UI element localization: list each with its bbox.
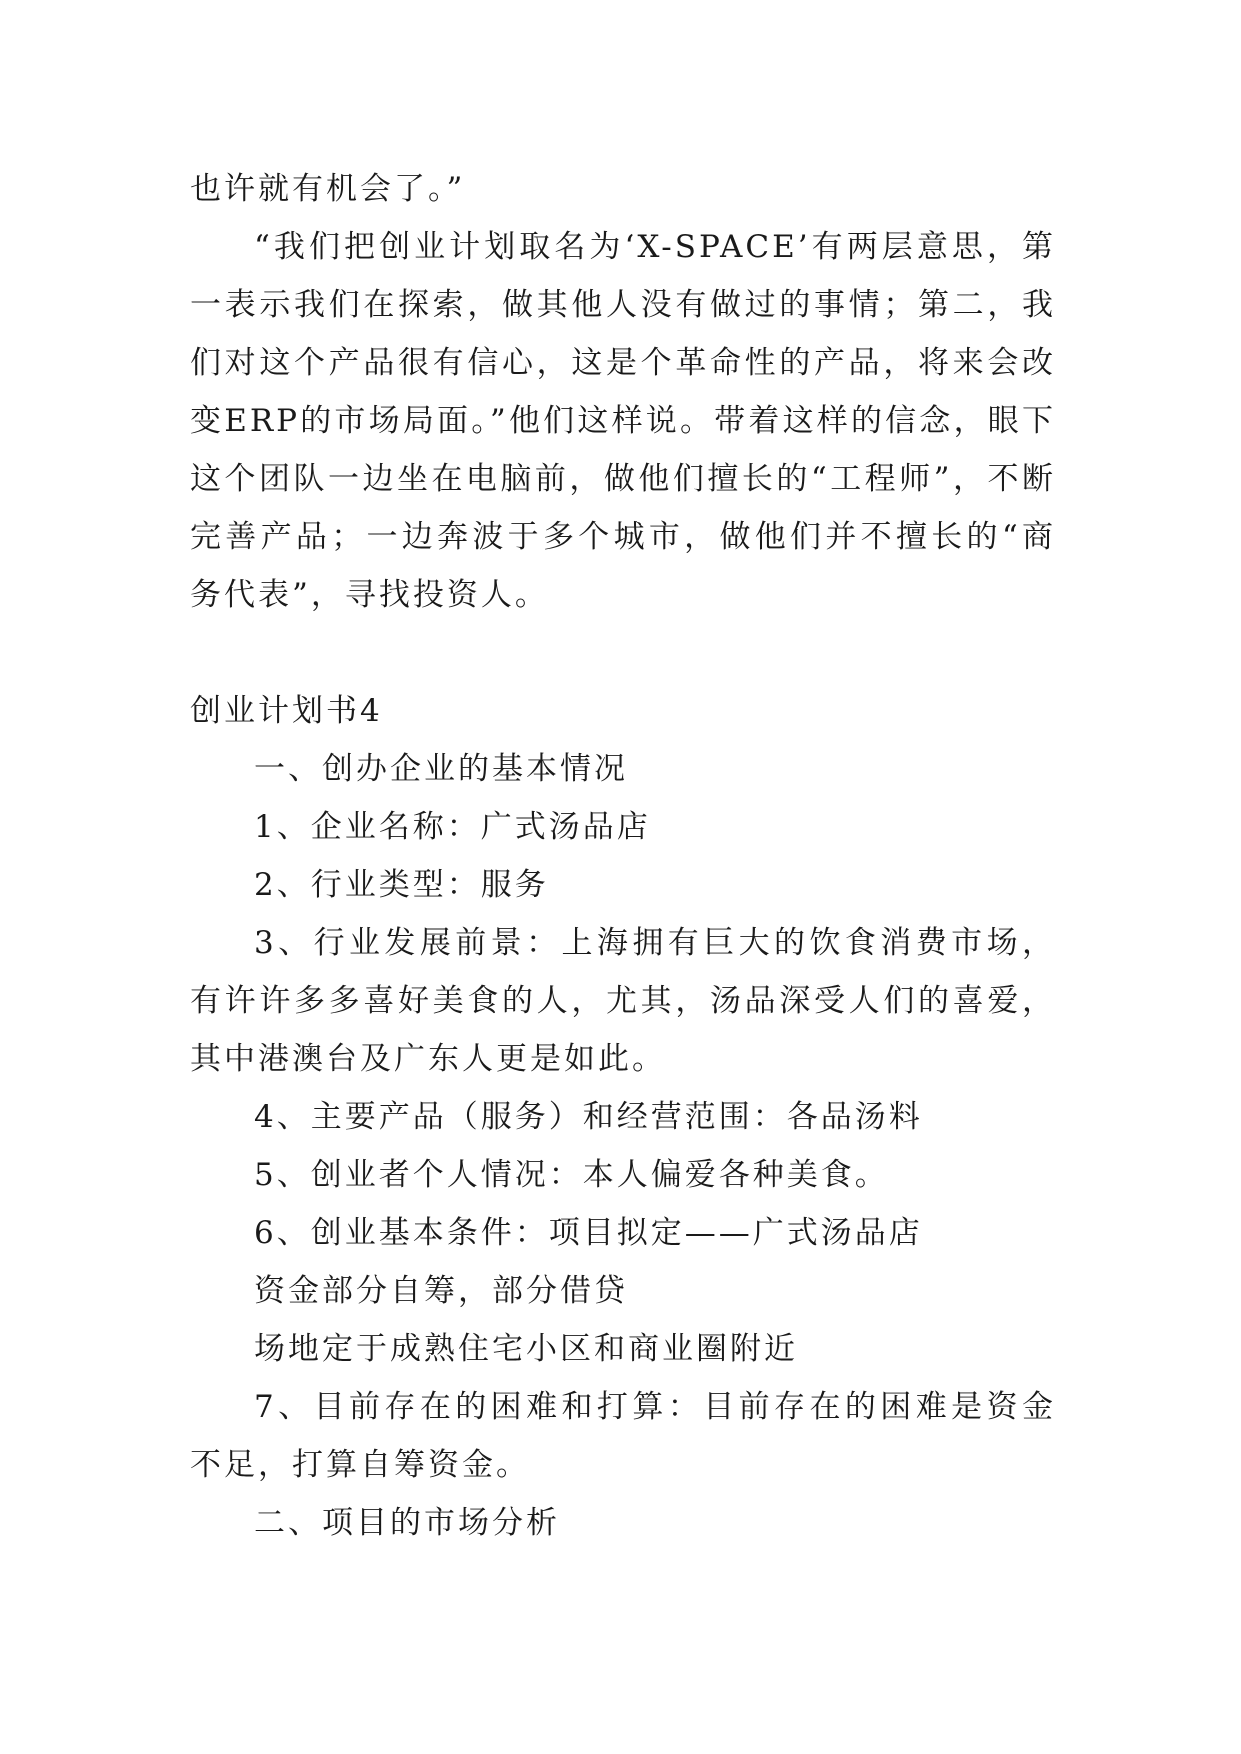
list-item-main-products: 4、主要产品（服务）和经营范围：各品汤料 [254,1099,923,1135]
document-body [190,160,1056,1552]
continued-paragraph: 也许就有机会了。” [190,171,466,207]
list-item-industry-type: 2、行业类型：服务 [254,867,549,903]
list-item-founder-info: 5、创业者个人情况：本人偏爱各种美食。 [254,1157,889,1193]
section-spacer [190,624,1056,682]
list-item-difficulties: 7、目前存在的困难和打算：目前存在的困难是资金不足，打算自筹资金。 [190,1389,1056,1483]
section-heading-basic-info: 一、创办企业的基本情况 [254,751,628,787]
list-item-company-name: 1、企业名称：广式汤品店 [254,809,651,845]
quote-paragraph: “我们把创业计划取名为‘X-SPACE’有两层意思，第一表示我们在探索，做其他人没有做过的事情；第二，我们对这个产品很有信心，这是个革命性的产品，将来会改变ERP的市场局面。”他们这样说。带着这样的信念，眼下这个团队一边坐在电脑前，做他们擅长的“工程师”，不断完善产品；一边奔波于多个城市，做他们并不擅长的“商务代表”，寻找投资人。 [190,229,1056,613]
list-item-funding: 资金部分自筹，部分借贷 [254,1273,628,1309]
section-title: 创业计划书4 [190,693,383,729]
list-item-basic-conditions: 6、创业基本条件：项目拟定——广式汤品店 [254,1215,923,1251]
section-heading-market-analysis: 二、项目的市场分析 [254,1505,560,1541]
list-item-industry-outlook: 3、行业发展前景：上海拥有巨大的饮食消费市场，有许许多多喜好美食的人，尤其，汤品深受人们的喜爱，其中港澳台及广东人更是如此。 [190,925,1056,1077]
list-item-site: 场地定于成熟住宅小区和商业圈附近 [254,1331,798,1367]
